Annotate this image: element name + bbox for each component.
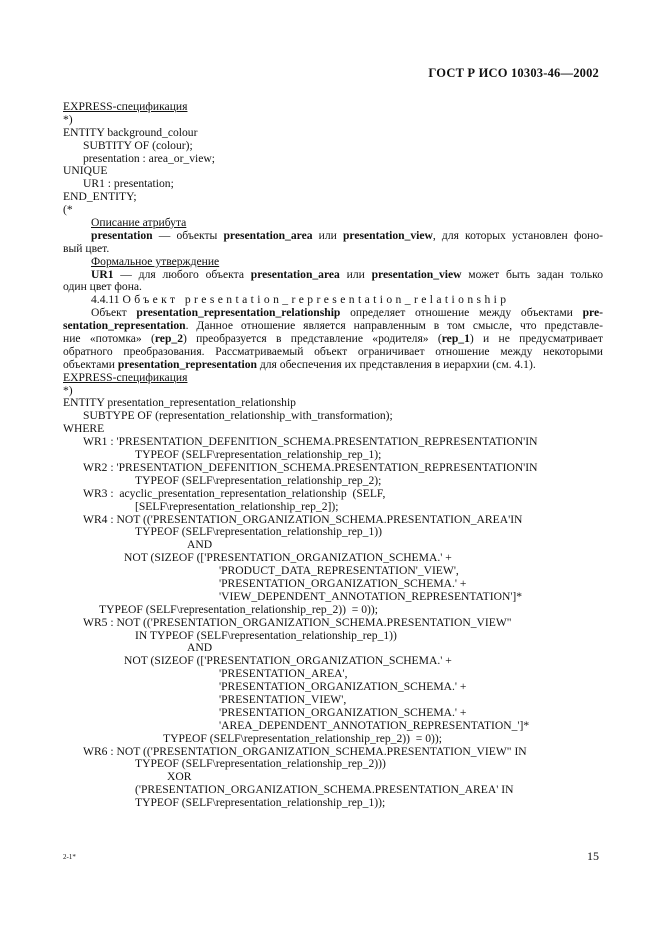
code-line: NOT (SIZEOF (['PRESENTATION_ORGANIZATION_SCHEMA.' + [124,654,452,668]
term: presentation_area [223,229,313,242]
code-line: TYPEOF (SELF\representation_relationship_rep_1)); [135,796,386,810]
code-line: TYPEOF (SELF\representation_relationship_rep_2); [135,473,382,487]
paragraph-line [63,307,603,320]
code-line: WR2 : 'PRESENTATION_DEFENITION_SCHEMA.PRESENTATION_REPRESENTATION'IN [83,460,538,474]
code-line: END_ENTITY; [63,190,137,204]
paragraph-line [63,359,603,372]
code-line: 'PRESENTATION_VIEW', [219,692,347,706]
section-number: 4.4.11 [91,293,123,307]
term: presentation_representation_relationship [136,307,341,320]
subsection-heading [63,294,603,307]
document-body [63,101,603,810]
code-line: ('PRESENTATION_ORGANIZATION_SCHEMA.PRESENTATION_AREA' IN [135,783,514,797]
attribute-description-heading: Описание атрибута [91,216,187,230]
code-line: 'PRESENTATION_ORGANIZATION_SCHEMA.' + [219,680,467,694]
code-line: 'PRESENTATION_ORGANIZATION_SCHEMA.' + [219,576,467,590]
paragraph-line [63,320,603,333]
term: presentation_area [250,268,340,281]
term: presentation_representation [117,357,257,371]
code-line: UR1 : presentation; [83,177,174,191]
text: , для которых установлен фоно- [432,229,603,242]
text: — для любого объекта [113,268,251,281]
code-line: UNIQUE [63,164,108,178]
code-line: AND [187,538,213,552]
text: определяет отношение между объектами [340,307,583,320]
text: Объект [91,307,137,320]
text: объектами [63,357,118,371]
code-line: WHERE [63,422,105,436]
text: или [312,229,343,242]
code-line: SUBTYPE OF (representation_relationship_with_transformation); [83,409,393,423]
term: rep_1 [441,333,470,346]
code-line: TYPEOF (SELF\representation_relationship_rep_2)) = 0)); [163,731,442,745]
entity-declaration: ENTITY background_colour [63,125,198,139]
code-line: WR6 : NOT (('PRESENTATION_ORGANIZATION_SCHEMA.PRESENTATION_VIEW" IN [83,744,527,758]
code-line: 'PRESENTATION_ORGANIZATION_SCHEMA.' + [219,705,467,719]
code-line: TYPEOF (SELF\representation_relationship_rep_2)) = 0)); [99,602,378,616]
entity-declaration: ENTITY presentation_representation_relationship [63,396,296,410]
text: ) и не предусматривает [469,333,603,346]
code-line: TYPEOF (SELF\representation_relationship_rep_1); [135,448,382,462]
section-title: Объект presentation_representation_relationship [122,293,510,307]
section-heading-express: EXPRESS-спецификация [63,100,188,113]
section-heading-express: EXPRESS-спецификация [63,370,188,384]
page-number: 15 [587,849,599,863]
paragraph-line [63,230,603,243]
code-line: 'AREA_DEPENDENT_ANNOTATION_REPRESENTATION_']* [219,718,530,732]
code-line: 'VIEW_DEPENDENT_ANNOTATION_REPRESENTATION']* [219,589,523,603]
term: presentation [91,229,153,242]
paragraph-line: один цвет фона. [63,280,142,294]
document-header: ГОСТ Р ИСО 10303-46—2002 [428,66,599,80]
code-line: 'PRODUCT_DATA_REPRESENTATION'_VIEW', [219,564,459,578]
code-line: presentation : area_or_view; [83,151,215,165]
text: для обеспечения их представления в иерархии (см. 4.1). [256,357,536,371]
formal-statement-heading: Формальное утверждение [91,254,220,268]
code-line: TYPEOF (SELF\representation_relationship_rep_1)) [135,525,382,539]
code-line: AND [187,641,213,655]
code-line: [SELF\representation_relationship_rep_2]); [135,499,339,513]
text: ) преобразуется в представление «родителя» ( [183,333,442,346]
term: pre- [582,307,603,320]
term: presentation_view [371,268,462,281]
paragraph-line: обратного преобразования. Рассматриваемый объект ограничивает отношение между некоторыми [63,345,603,358]
code-line: WR4 : NOT (('PRESENTATION_ORGANIZATION_SCHEMA.PRESENTATION_AREA'IN [83,512,523,526]
text: может быть задан только [461,268,603,281]
term: presentation_view [342,229,433,242]
text: — объекты [152,229,224,242]
sheet-mark: 2-1* [63,853,76,861]
paragraph-line [63,269,603,282]
code-line: IN TYPEOF (SELF\representation_relationship_rep_1)) [135,628,397,642]
code-line: WR5 : NOT (('PRESENTATION_ORGANIZATION_SCHEMA.PRESENTATION_VIEW" [83,615,512,629]
text: или [339,268,372,281]
paragraph-line: вый цвет. [63,241,110,255]
code-line: 'PRESENTATION_AREA', [219,667,348,681]
term: rep_2 [154,333,183,346]
code-line: NOT (SIZEOF (['PRESENTATION_ORGANIZATION_SCHEMA.' + [124,551,452,565]
comment-close: *) [63,112,73,126]
code-line: WR1 : 'PRESENTATION_DEFENITION_SCHEMA.PRESENTATION_REPRESENTATION'IN [83,435,538,449]
code-line: XOR [167,770,192,784]
code-line: SUBTITY OF (colour); [83,138,193,152]
code-line: TYPEOF (SELF\representation_relationship_rep_2))) [135,757,386,771]
term: sentation_representation [63,320,186,333]
term: UR1 [91,268,114,281]
text: ние «потомка» ( [63,333,155,346]
code-line: WR3 : acyclic_presentation_representation_relationship (SELF, [83,486,386,500]
paragraph-line [63,333,603,346]
comment-open: (* [63,203,73,217]
text: . Данное отношение является направленным в том смысле, что представле- [185,320,603,333]
comment-close: *) [63,383,73,397]
